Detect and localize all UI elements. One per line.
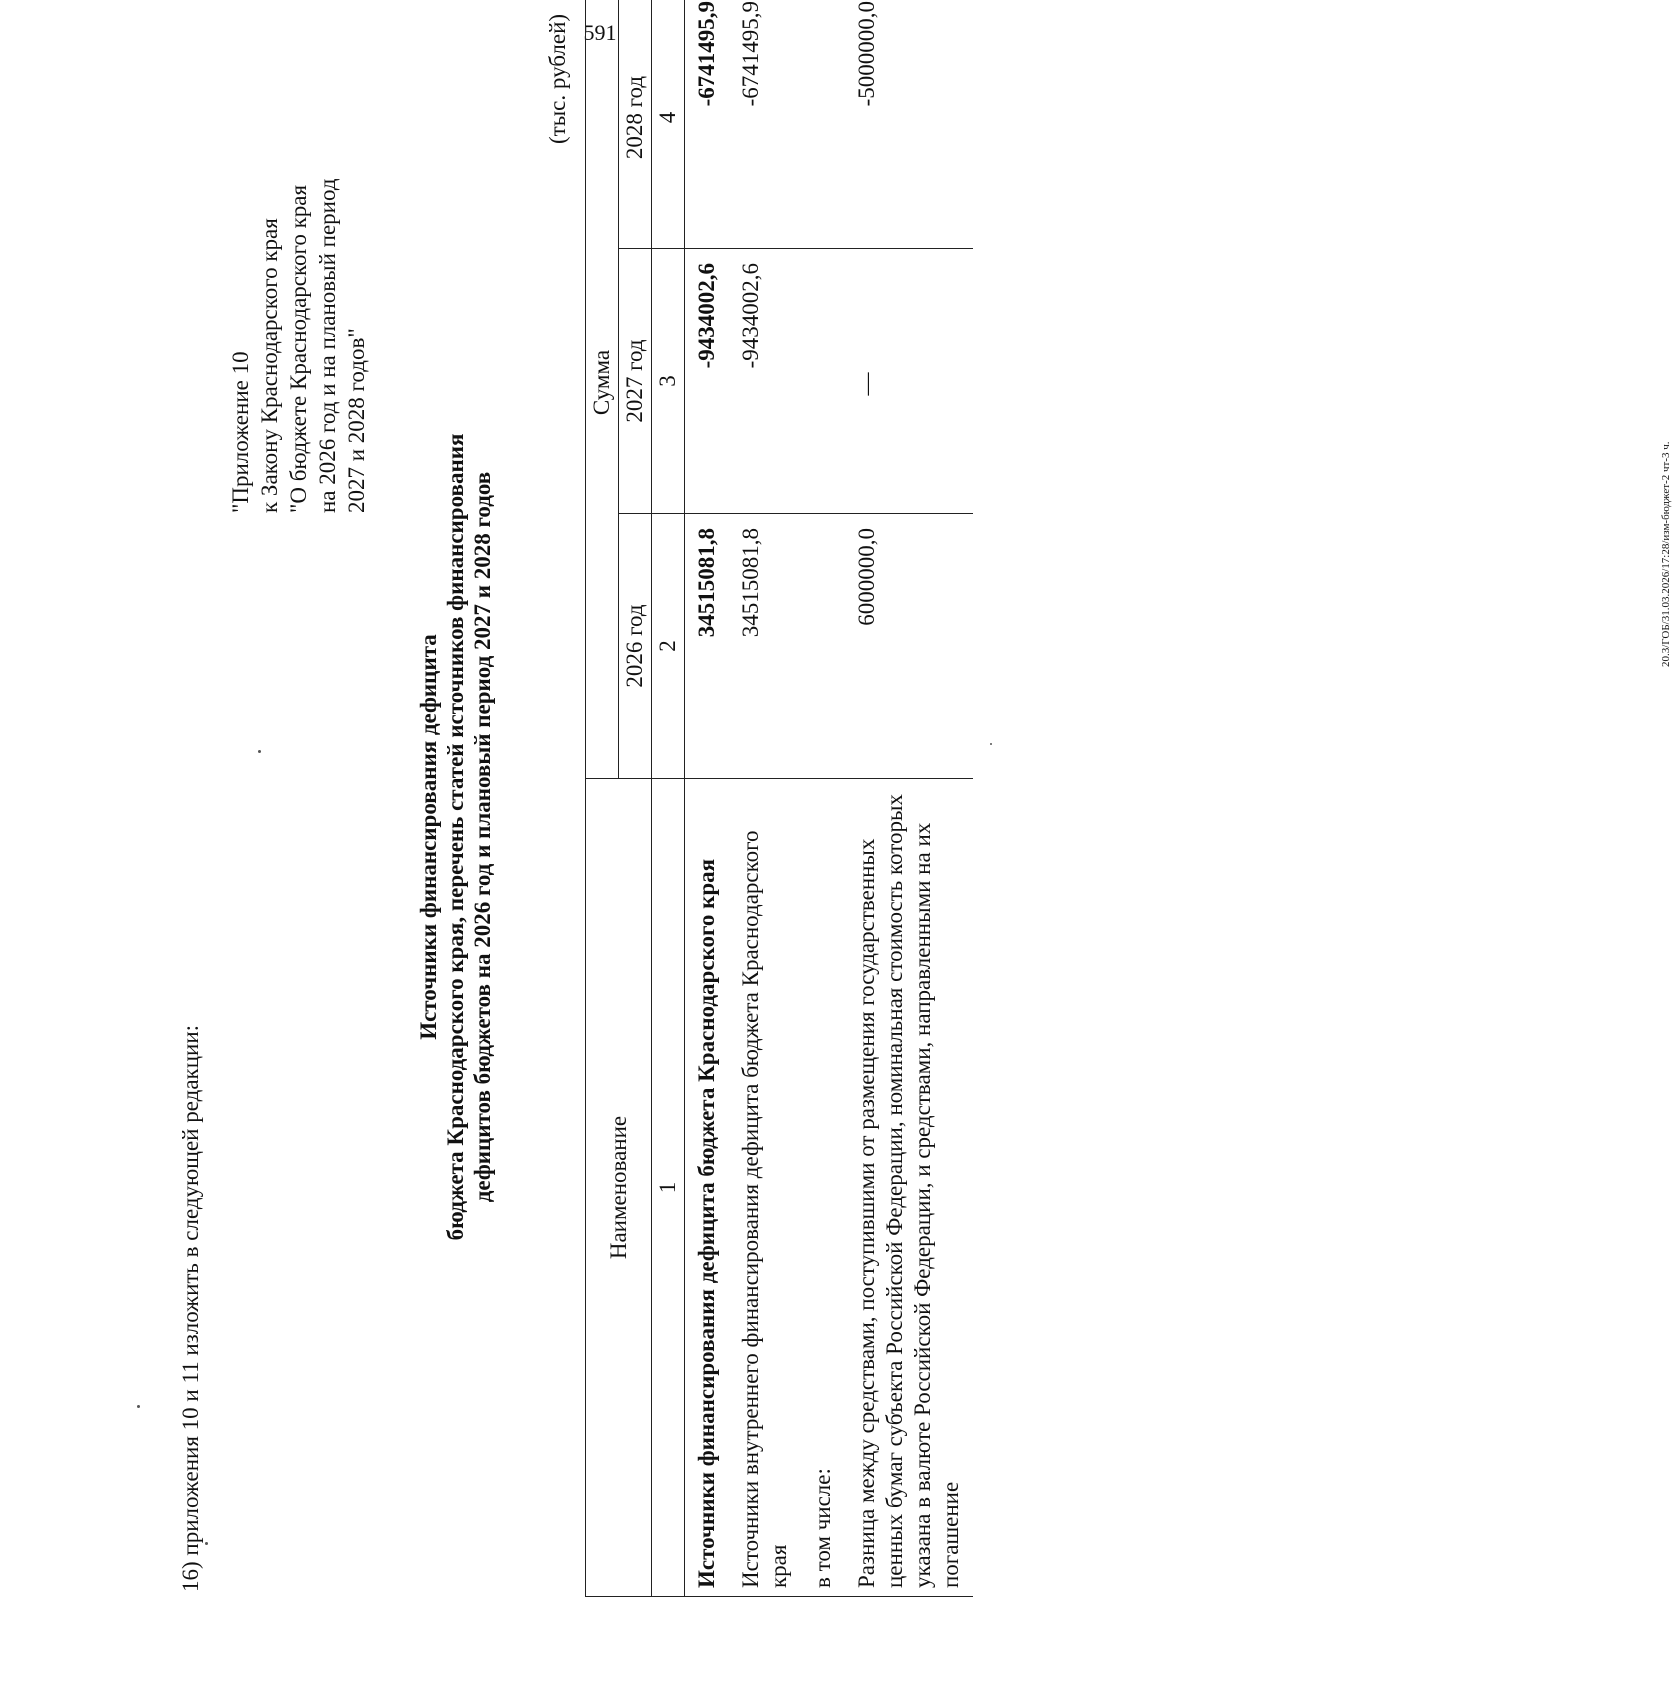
row-name: Разница между средствами, поступившими от размещения государственных ценных бумаг субъекта Российской Федерации, номинальная стоимость которых указана в валюте Российской Федерации, и средствами, направленными на их погашение <box>845 779 973 1597</box>
table-row <box>845 0 973 1597</box>
header-sum-group: Сумма <box>586 0 619 779</box>
appendix-line: на 2026 год и на плановый период <box>315 178 340 513</box>
header-year-2028: 2028 год <box>619 0 652 249</box>
row-value-2028: -6741495,9 <box>685 0 730 249</box>
title-line: дефицитов бюджетов на 2026 год и плановый период 2027 и 2028 годов <box>470 471 495 1203</box>
column-number: 3 <box>652 249 685 514</box>
scan-speck <box>258 750 261 753</box>
column-number: 4 <box>652 0 685 249</box>
column-number: 2 <box>652 514 685 779</box>
row-value-2027 <box>801 249 845 514</box>
row-value-2028: -6741495,9 <box>729 0 801 249</box>
row-value-2028 <box>801 0 845 249</box>
row-value-2026 <box>801 514 845 779</box>
header-row-numbers <box>652 0 685 1597</box>
header-year-2026: 2026 год <box>619 514 652 779</box>
row-value-2026: 6000000,0 <box>845 514 973 779</box>
intro-line: 16) приложения 10 и 11 изложить в следующей редакции: <box>178 1024 203 1592</box>
table-row <box>801 0 845 1597</box>
appendix-line: 2027 и 2028 годов" <box>344 328 369 513</box>
unit-note: (тыс. рублей) <box>545 13 570 144</box>
row-value-2027: -9434002,6 <box>685 249 730 514</box>
title-line: Источники финансирования дефицита <box>416 634 441 1040</box>
row-name: Источники внутреннего финансирования дефицита бюджета Краснодарского края <box>729 779 801 1597</box>
row-name: в том числе: <box>801 779 845 1597</box>
header-year-2027: 2027 год <box>619 249 652 514</box>
table-row <box>729 0 801 1597</box>
row-value-2026: 34515081,8 <box>685 514 730 779</box>
appendix-line: "Приложение 10 <box>228 351 253 513</box>
header-name: Наименование <box>586 779 652 1597</box>
title-line: бюджета Краснодарского края, перечень статей источников финансирования <box>443 433 468 1241</box>
header-row-top <box>586 0 619 1597</box>
row-value-2026: 34515081,8 <box>729 514 801 779</box>
sources-table <box>585 0 973 1597</box>
document-title <box>415 177 496 1497</box>
row-name: Источники финансирования дефицита бюджета Краснодарского края <box>685 779 730 1597</box>
scan-speck <box>137 1405 140 1408</box>
row-value-2027: — <box>845 249 973 514</box>
page-number: 591 <box>583 20 617 45</box>
appendix-line: к Закону Краснодарского края <box>257 218 282 513</box>
appendix-line: "О бюджете Краснодарского края <box>286 184 311 513</box>
scan-speck <box>990 743 992 745</box>
row-value-2027: -9434002,6 <box>729 249 801 514</box>
row-value-2028: -5000000,0 <box>845 0 973 249</box>
column-number: 1 <box>652 779 685 1597</box>
scan-speck <box>205 1542 208 1545</box>
table-row <box>685 0 730 1597</box>
footer-code: 20.3/ГОБ/31.03.2026/17:28/изм-бюджет-2 чт-3 ч. <box>1660 441 1672 667</box>
appendix-header <box>226 178 371 513</box>
